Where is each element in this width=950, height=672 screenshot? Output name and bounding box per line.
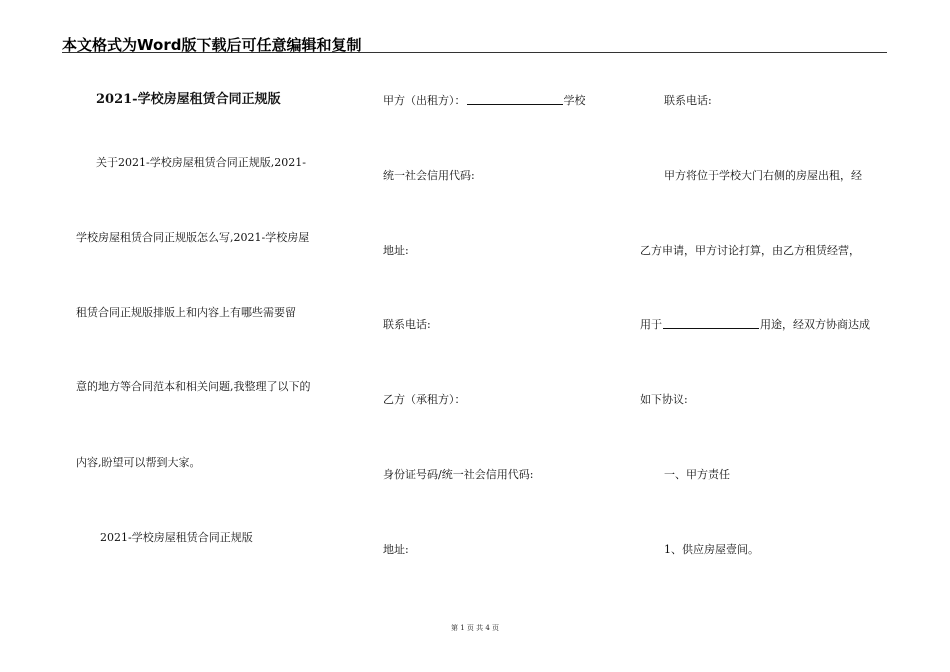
party-b-id: 身份证号码/统一社会信用代码:: [383, 468, 534, 481]
lease-clause-line-1: 甲方将位于学校大门右侧的房屋出租，经: [664, 169, 862, 182]
intro-line-3: 租赁合同正规版排版上和内容上有哪些需要留: [76, 306, 296, 319]
purpose-blank: [663, 327, 759, 329]
section-title: 2021-学校房屋租赁合同正规版: [100, 531, 253, 544]
party-a-address: 地址:: [383, 244, 409, 257]
page-header-title: 本文格式为Word版下载后可任意编辑和复制: [62, 36, 362, 54]
intro-line-4: 意的地方等合同范本和相关问题,我整理了以下的: [76, 380, 311, 393]
party-b-line: 乙方（承租方）：: [383, 393, 466, 406]
intro-line-1: 关于2021-学校房屋租赁合同正规版,2021-: [96, 156, 306, 169]
duty-item-1: 1、供应房屋壹间。: [664, 543, 759, 556]
section-party-a-duties: 一、甲方责任: [664, 468, 730, 481]
purpose-line: [640, 318, 870, 331]
purpose-suffix: 用途，经双方协商达成: [760, 318, 870, 331]
intro-line-5: 内容,盼望可以帮到大家。: [76, 456, 201, 469]
header-divider: [62, 52, 887, 53]
party-a-line: [383, 94, 586, 107]
party-b-address: 地址:: [383, 543, 409, 556]
party-a-credit-code: 统一社会信用代码:: [383, 169, 475, 182]
purpose-label: 用于: [640, 318, 662, 331]
party-a-label: 甲方（出租方）：: [383, 94, 466, 107]
party-a-phone: 联系电话:: [383, 318, 431, 331]
intro-line-2: 学校房屋租赁合同正规版怎么写,2021-学校房屋: [76, 231, 310, 244]
party-b-phone: 联系电话:: [664, 94, 712, 107]
document-title: 2021-学校房屋租赁合同正规版: [96, 92, 281, 107]
party-a-blank: [467, 103, 563, 105]
party-a-suffix: 学校: [563, 94, 586, 107]
lease-clause-line-2: 乙方申请，甲方讨论打算，由乙方租赁经营，: [640, 244, 860, 257]
page-number: 第 1 页 共 4 页: [450, 624, 500, 632]
agreement-line: 如下协议:: [640, 393, 688, 406]
